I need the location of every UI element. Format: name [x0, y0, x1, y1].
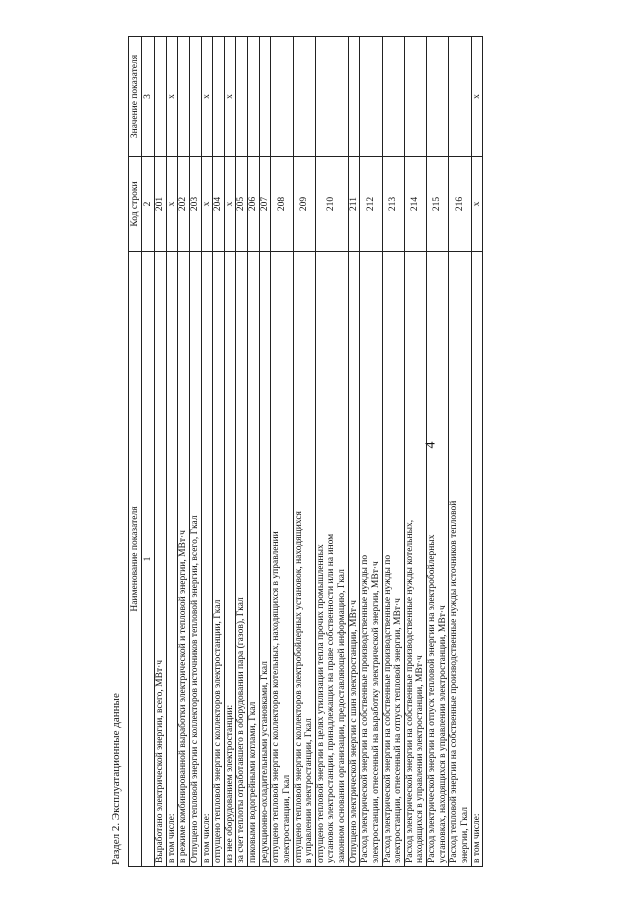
indicator-name-line: находящихся в управлении электростанции, МВт·ч: [415, 655, 426, 863]
table-row: [259, 37, 271, 867]
indicator-value-cell[interactable]: [404, 37, 426, 157]
indicator-value-cell[interactable]: [178, 37, 190, 157]
indicator-value-cell[interactable]: х: [471, 37, 483, 157]
row-code-cell: 208: [271, 157, 293, 252]
indicator-value-cell[interactable]: [271, 37, 293, 157]
indicator-name-line: отпущено тепловой энергии с коллекторов электробойлерных установок, находящихся: [293, 511, 304, 863]
indicator-name-cell: [427, 252, 449, 867]
table-row: [293, 37, 315, 867]
indicator-value-cell[interactable]: [348, 37, 360, 157]
table-row: [224, 37, 236, 867]
indicator-value-cell[interactable]: [382, 37, 404, 157]
indicator-value-cell[interactable]: [315, 37, 348, 157]
indicator-name-cell: редукционно-охладительными установками, Гкал: [259, 252, 271, 867]
row-code-cell: 201: [155, 157, 167, 252]
table-column-numbers-row: [142, 37, 155, 867]
table-row: [427, 37, 449, 867]
indicator-name-cell: [449, 252, 471, 867]
indicator-value-cell[interactable]: [293, 37, 315, 157]
indicator-value-cell[interactable]: [236, 37, 248, 157]
row-code-cell: 205: [236, 157, 248, 252]
indicator-value-cell[interactable]: [360, 37, 382, 157]
row-code-cell: 203: [189, 157, 201, 252]
table-row: [360, 37, 382, 867]
row-code-cell: х: [471, 157, 483, 252]
indicator-name-cell: в режиме комбинированной выработки электрической и тепловой энергии, МВт·ч: [178, 252, 190, 867]
indicator-name-cell: в том числе:: [201, 252, 213, 867]
indicator-name-cell: Выработано электрической энергии, всего, МВт·ч: [155, 252, 167, 867]
table-row: [201, 37, 213, 867]
column-number-3: 3: [142, 37, 155, 157]
indicator-name-line: электростанции, отнесенный на выработку электрической энергии, МВт·ч: [370, 561, 381, 863]
indicator-name-cell: [404, 252, 426, 867]
table-row: [404, 37, 426, 867]
row-code-cell: 204: [213, 157, 225, 252]
header-indicator-name: Наименование показателя: [129, 252, 142, 867]
row-code-cell: 207: [259, 157, 271, 252]
indicator-name-line: законном основании организации, предоставляющей информацию, Гкал: [337, 569, 347, 863]
indicator-name-cell: [360, 252, 382, 867]
indicator-name-cell: в том числе:: [166, 252, 178, 867]
indicator-name-line: Расход электрической энергии на отпуск тепловой энергии на электробойлерных: [427, 534, 437, 863]
indicator-value-cell[interactable]: [248, 37, 260, 157]
section-title: Раздел 2. Эксплуатационные данные: [110, 693, 122, 865]
table-row: [271, 37, 293, 867]
indicator-name-cell: из нее оборудованием электростанции:: [224, 252, 236, 867]
operational-data-table: [128, 36, 483, 867]
indicator-value-cell[interactable]: х: [166, 37, 178, 157]
indicator-name-line: Расход тепловой энергии на собственные производственные нужды источников тепловой: [449, 500, 460, 863]
row-code-cell: 216: [449, 157, 471, 252]
indicator-name-cell: Отпущено тепловой энергии с коллекторов источников тепловой энергии, всего, Гкал: [189, 252, 201, 867]
indicator-name-cell: отпущено тепловой энергии с коллекторов электростанции, Гкал: [213, 252, 225, 867]
indicator-name-cell: в том числе:: [471, 252, 483, 867]
row-code-cell: 206: [248, 157, 260, 252]
row-code-cell: 209: [293, 157, 315, 252]
table-row: [213, 37, 225, 867]
indicator-name-line: Расход электрической энергии на собственные производственные нужды котельных,: [404, 519, 415, 863]
table-row: [348, 37, 360, 867]
row-code-cell: х: [201, 157, 213, 252]
header-indicator-value: Значение показателя: [129, 37, 142, 157]
table-row: [155, 37, 167, 867]
row-code-cell: 211: [348, 157, 360, 252]
indicator-name-line: отпущено тепловой энергии с коллекторов котельных, находящихся в управлении: [271, 531, 282, 863]
indicator-name-line: Расход электрической энергии на собственные производственные нужды по: [360, 554, 371, 863]
table-row: [178, 37, 190, 867]
indicator-value-cell[interactable]: [449, 37, 471, 157]
indicator-name-cell: пиковыми водогрейными котлами, Гкал: [248, 252, 260, 867]
table-row: [471, 37, 483, 867]
indicator-name-line: энергии, Гкал: [459, 807, 470, 863]
indicator-name-cell: [315, 252, 348, 867]
table-header-row: [129, 37, 142, 867]
indicator-value-cell[interactable]: [189, 37, 201, 157]
row-code-cell: 213: [382, 157, 404, 252]
indicator-name-cell: Отпущено электрической энергии с шин электростанции, МВт·ч: [348, 252, 360, 867]
table-row: [449, 37, 471, 867]
indicator-name-line: установок электростанции, принадлежащих на праве собственности или на ином: [326, 533, 337, 863]
indicator-name-line: Расход электрической энергии на собственные производственные нужды по: [382, 554, 393, 863]
table-row: [382, 37, 404, 867]
row-code-cell: х: [224, 157, 236, 252]
row-code-cell: 202: [178, 157, 190, 252]
indicator-value-cell[interactable]: х: [224, 37, 236, 157]
indicator-value-cell[interactable]: [259, 37, 271, 157]
table-body: [155, 37, 483, 867]
indicator-value-cell[interactable]: [427, 37, 449, 157]
indicator-name-line: в управлении электростанции, Гкал: [304, 718, 315, 863]
indicator-name-line: установках, находящихся в управлении электростанции, МВт·ч: [437, 605, 448, 863]
column-number-1: 1: [142, 252, 155, 867]
row-code-cell: 215: [427, 157, 449, 252]
column-number-2: 2: [142, 157, 155, 252]
table-row: [189, 37, 201, 867]
indicator-value-cell[interactable]: [155, 37, 167, 157]
table-row: [315, 37, 348, 867]
page-number: 4: [423, 441, 439, 449]
indicator-name-line: электростанции, Гкал: [281, 774, 292, 863]
table-row: [248, 37, 260, 867]
indicator-name-line: отпущено тепловой энергии в целях утилизации тепла прочих промышленных: [315, 544, 326, 863]
header-row-code: Код строки: [129, 157, 142, 252]
indicator-name-cell: [382, 252, 404, 867]
row-code-cell: 212: [360, 157, 382, 252]
indicator-value-cell[interactable]: х: [201, 37, 213, 157]
table-row: [166, 37, 178, 867]
row-code-cell: 210: [315, 157, 348, 252]
indicator-name-cell: [271, 252, 293, 867]
indicator-name-line: электростанции, отнесенный на отпуск тепловой энергии, МВт·ч: [393, 598, 404, 863]
row-code-cell: х: [166, 157, 178, 252]
table-row: [236, 37, 248, 867]
indicator-name-cell: за счет теплоты отработавшего в оборудовании пара (газов), Гкал: [236, 252, 248, 867]
row-code-cell: 214: [404, 157, 426, 252]
indicator-value-cell[interactable]: [213, 37, 225, 157]
indicator-name-cell: [293, 252, 315, 867]
